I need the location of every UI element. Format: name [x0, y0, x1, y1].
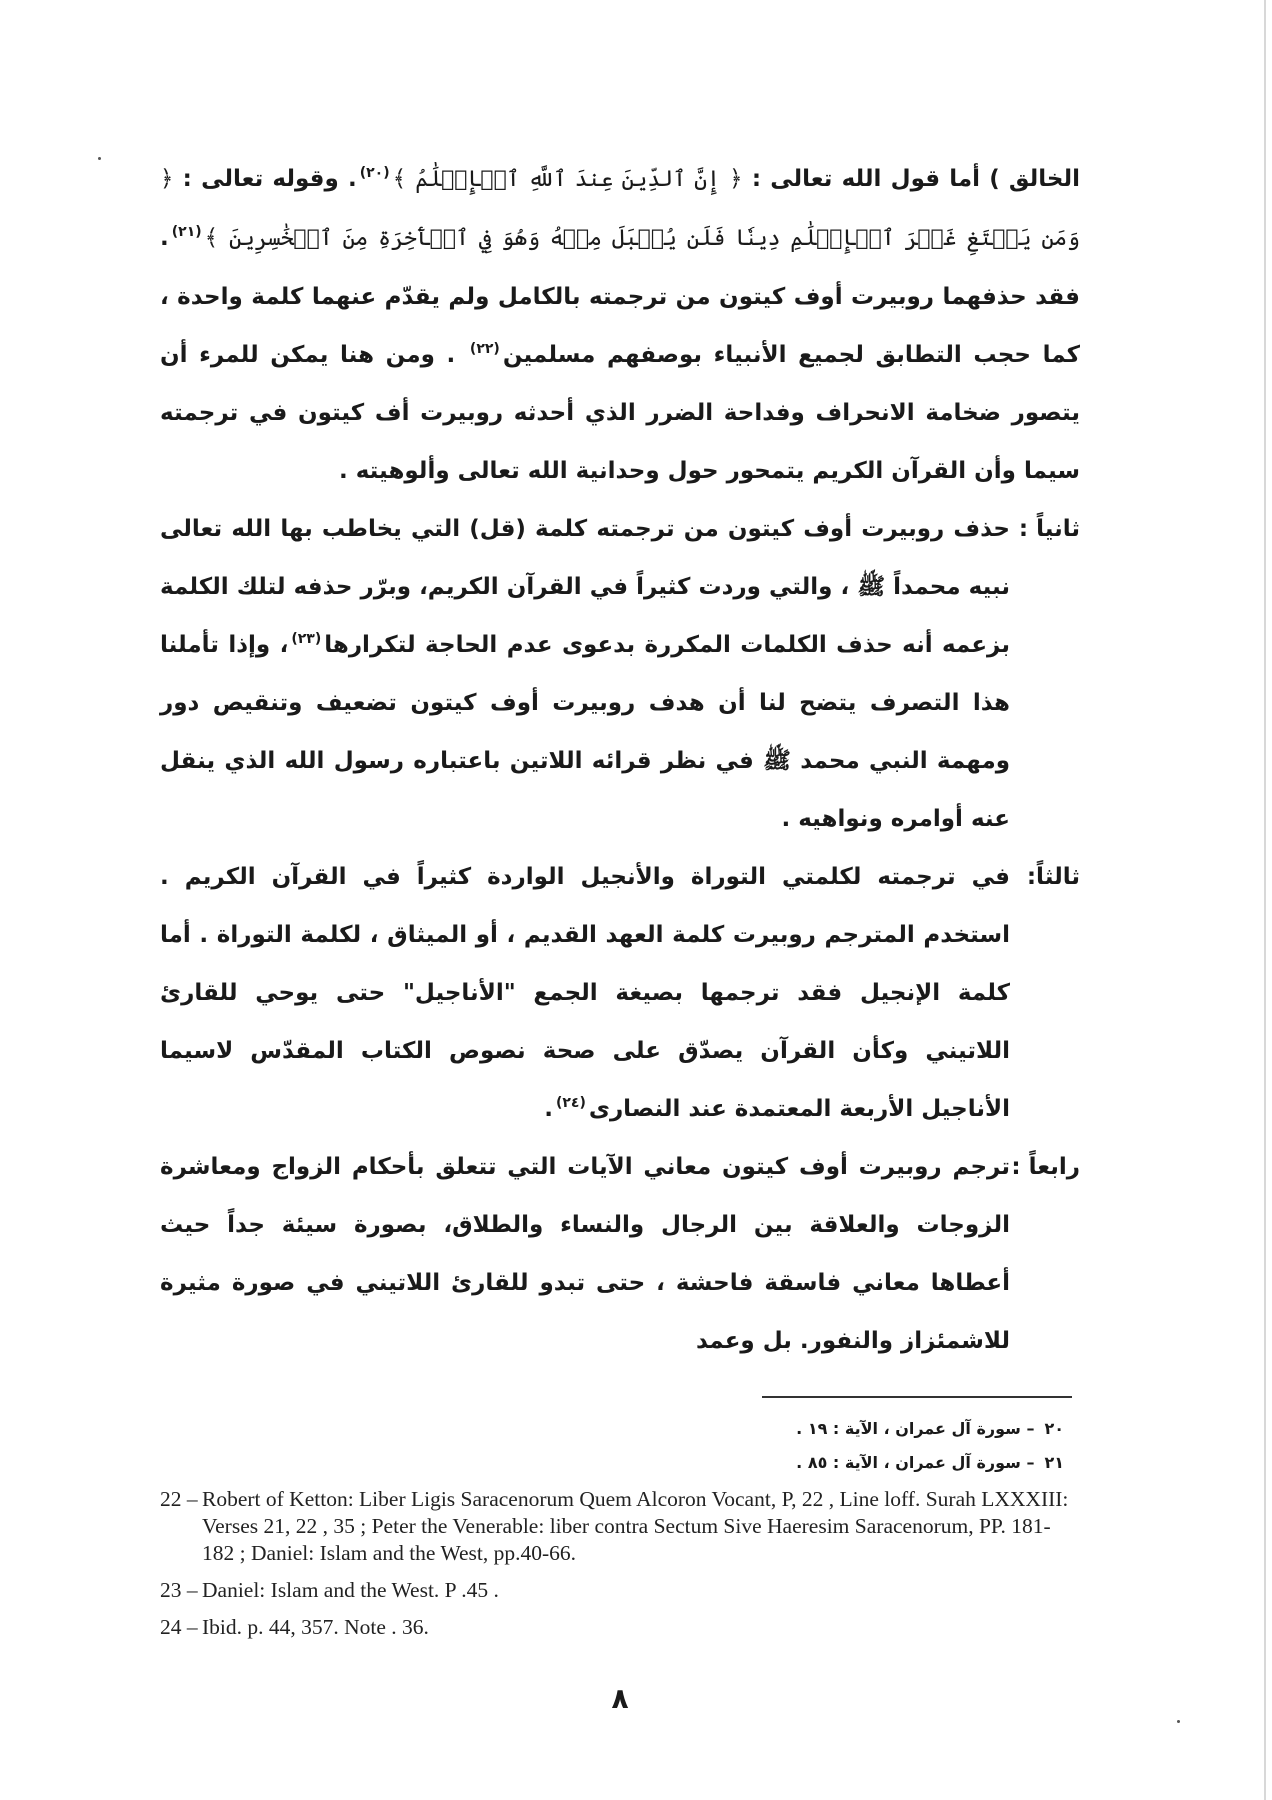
footnote-ref-22[interactable]: (٢٢) — [469, 341, 500, 358]
quran-open-bracket: ﴿ — [729, 166, 743, 192]
footnote-20 — [160, 1412, 1064, 1446]
page-edge-line — [1264, 0, 1266, 1800]
quran-verse-2: وَمَن يَبۡتَغِ غَيۡرَ ٱلۡإِسۡلَٰمِ دِينٗا فَلَن يُقۡبَلَ مِنۡهُ وَهُوَ فِي ٱلۡأٓخِرَةِ مِنَ ٱلۡخَٰسِرِينَ — [228, 226, 1080, 251]
footnote-number: 22 – — [160, 1487, 198, 1511]
item-label: ثانياً : — [1018, 516, 1080, 542]
quran-open-bracket: ﴿ — [160, 166, 174, 192]
footnote-separator — [762, 1396, 1072, 1398]
english-footnotes — [160, 1486, 1080, 1641]
footnote-number: 23 – — [160, 1578, 198, 1602]
item-text-part: في ترجمته لكلمتي التوراة والأنجيل الواردة كثيراً في القرآن الكريم . استخدم المترجم روبيرت كلمة العهد القديم ، أو الميثاق ، لكلمة التوراة . أما كلمة الإنجيل فقد ترجمها بصيغة الجمع "الأناجيل" حتى يوحي للقارئ اللاتيني وكأن القرآن يصدّق على صحة نصوص الكتاب المقدّس لاسيما الأناجيل الأربعة المعتمدة عند النصارى — [160, 864, 1010, 1122]
footnote-22 — [160, 1486, 1080, 1567]
footnote-text: Daniel: Islam and the West. P .45 . — [202, 1578, 499, 1602]
intro-text: . ومن هنا يمكن للمرء أن يتصور ضخامة الانحراف وفداحة الضرر الذي أحدثه روبيرت أف كيتون في ترجمته سيما وأن القرآن الكريم يتمحور حول وحدانية الله تعالى وألوهيته . — [160, 342, 1080, 484]
intro-text: . فقد حذفهما روبيرت أوف كيتون من ترجمته بالكامل ولم يقدّم عنهما كلمة واحدة ، كما حجب التطابق لجميع الأنبياء بوصفهم مسلمين — [160, 225, 1080, 368]
intro-text: . وقوله تعالى : — [173, 166, 357, 192]
page-content — [160, 0, 1080, 1777]
scan-speck — [98, 157, 101, 160]
item-text-part: . — [544, 1096, 553, 1122]
footnote-ref-24[interactable]: (٢٤) — [555, 1095, 586, 1112]
footnote-ref-20[interactable]: (٢٠) — [359, 165, 390, 182]
item-text — [160, 1138, 1010, 1370]
item-label: ثالثاً: — [1026, 864, 1080, 890]
footnote-text: Ibid. p. 44, 357. Note . 36. — [202, 1615, 429, 1639]
list-item-fourth — [160, 1138, 1080, 1370]
footnote-text: Robert of Ketton: Liber Ligis Saracenorum Quem Alcoron Vocant, P, 22 , Line loff. Surah LXXXIII: Verses 21, 22 , 35 ; Peter the Venerable: liber contra Sectum Sive Haeresim Saracenorum, PP. 181-182 ; Daniel: Islam and the West, pp.40-66. — [202, 1487, 1069, 1565]
item-text-part: ، وإذا تأملنا هذا التصرف يتضح لنا أن هدف روبيرت أوف كيتون تضعيف وتنقيص دور ومهمة النبي محمد ﷺ في نظر قرائه اللاتين باعتباره رسول الله الذي ينقل عنه أوامره ونواهيه . — [160, 632, 1010, 832]
footnote-text: سورة آل عمران ، الآية : ٨٥ . — [796, 1453, 1021, 1472]
footnote-21 — [160, 1446, 1064, 1480]
footnote-text: سورة آل عمران ، الآية : ١٩ . — [796, 1419, 1021, 1438]
quran-close-bracket: ﴾ — [392, 166, 407, 192]
footnote-23 — [160, 1577, 1080, 1604]
footnote-24 — [160, 1614, 1080, 1641]
footnote-dash: – — [1026, 1453, 1035, 1472]
footnote-ref-23[interactable]: (٢٣) — [291, 631, 322, 648]
item-label: رابعاً : — [1011, 1154, 1080, 1180]
main-body — [160, 150, 1080, 1370]
list-item-second — [160, 500, 1080, 848]
scan-speck — [1177, 1720, 1180, 1723]
quran-verse-1: إِنَّ ٱلدِّينَ عِندَ ٱللَّهِ ٱلۡإِسۡلَٰمُ — [415, 167, 720, 192]
item-text-part: حذف روبيرت أوف كيتون من ترجمته كلمة (قل) التي يخاطب بها الله تعالى نبيه محمداً ﷺ ، والتي وردت كثيراً في القرآن الكريم، وبرّر حذفه لتلك الكلمة بزعمه أنه حذف الكلمات المكررة بدعوى عدم الحاجة لتكرارها — [160, 516, 1011, 658]
intro-paragraph — [160, 150, 1080, 500]
footnote-number: ٢٠ — [1044, 1419, 1064, 1438]
footnotes — [160, 1396, 1080, 1641]
footnote-number: 24 – — [160, 1615, 198, 1639]
item-text — [160, 500, 1010, 848]
footnote-number: ٢١ — [1044, 1453, 1064, 1472]
page-number: ٨ — [611, 1682, 629, 1715]
footnote-ref-21[interactable]: (٢١) — [171, 224, 202, 241]
item-text — [160, 848, 1010, 1138]
intro-text: الخالق ) أما قول الله تعالى : — [742, 166, 1080, 192]
quran-close-bracket: ﴾ — [204, 225, 219, 251]
item-text-part: ترجم روبيرت أوف كيتون معاني الآيات التي تتعلق بأحكام الزواج ومعاشرة الزوجات والعلاقة بين الرجال والنساء والطلاق، بصورة سيئة جداً حيث أعطاها معاني فاسقة فاحشة ، حتى تبدو للقارئ اللاتيني في صورة مثيرة للاشمئزاز والنفور. بل وعمد — [160, 1154, 1010, 1354]
list-item-third — [160, 848, 1080, 1138]
footnote-dash: – — [1026, 1419, 1035, 1438]
arabic-footnotes — [160, 1412, 1080, 1480]
footnote-separator-row — [160, 1396, 1080, 1398]
